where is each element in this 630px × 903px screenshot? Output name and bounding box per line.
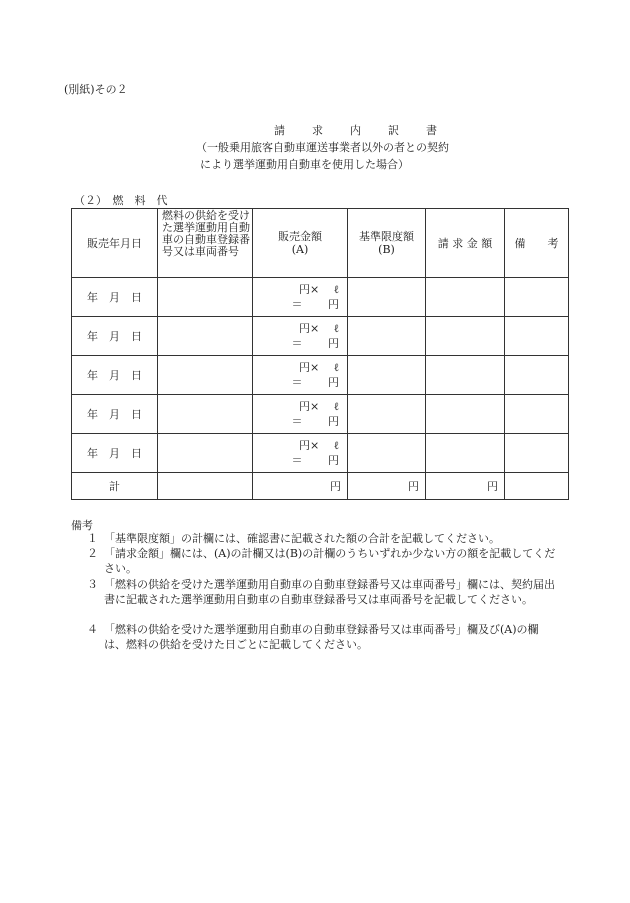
note-item <box>87 546 557 576</box>
note-number: １ <box>87 532 98 545</box>
row-claim-cell <box>426 317 505 356</box>
header-vehicle: 燃料の供給を受けた選挙運動用自動車の自動車登録番号又は車両番号 <box>158 209 253 278</box>
row-amount-line2: ＝ 円 <box>291 376 339 389</box>
row-limit-cell <box>348 395 426 434</box>
row-remarks-cell <box>505 356 569 395</box>
row-amount <box>253 278 348 317</box>
total-row <box>72 473 569 500</box>
row-limit-cell <box>348 434 426 473</box>
row-amount <box>253 317 348 356</box>
note-item <box>87 577 557 607</box>
row-amount-line2: ＝ 円 <box>291 298 339 311</box>
subtitle-line-2: により選挙運動用自動車を使用した場合） <box>200 158 409 171</box>
row-claim-cell <box>426 395 505 434</box>
note-text: 「燃料の供給を受けた選挙運動用自動車の自動車登録番号又は車両番号」欄及び(A)の欄は、燃料の供給を受けた日ごとに記載してください。 <box>104 623 539 651</box>
row-date: 年 月 日 <box>72 278 158 317</box>
appendix-label: (別紙)その２ <box>64 83 128 96</box>
row-vehicle-cell <box>158 356 253 395</box>
header-claim: 請 求 金 額 <box>426 209 505 278</box>
row-amount-line1: 円× ℓ <box>299 322 339 335</box>
total-limit: 円 <box>348 473 426 500</box>
header-remarks: 備 考 <box>505 209 569 278</box>
fuel-cost-table <box>71 208 569 500</box>
section-heading: （２） 燃 料 代 <box>74 194 168 207</box>
header-row <box>72 209 569 278</box>
note-text: 「燃料の供給を受けた選挙運動用自動車の自動車登録番号又は車両番号」欄には、契約届出書に記載された選挙運動用自動車の自動車登録番号又は車両番号を記載してください。 <box>104 578 555 606</box>
total-amount: 円 <box>253 473 348 500</box>
row-vehicle-cell <box>158 434 253 473</box>
row-amount-line2: ＝ 円 <box>291 337 339 350</box>
row-date: 年 月 日 <box>72 434 158 473</box>
table-row <box>72 317 569 356</box>
row-date: 年 月 日 <box>72 395 158 434</box>
row-remarks-cell <box>505 395 569 434</box>
row-amount <box>253 395 348 434</box>
note-text: 「基準限度額」の計欄には、確認書に記載された額の合計を記載してください。 <box>104 532 500 545</box>
total-remarks-cell <box>505 473 569 500</box>
row-amount <box>253 356 348 395</box>
note-number: ２ <box>87 547 98 560</box>
row-claim-cell <box>426 278 505 317</box>
table-row <box>72 278 569 317</box>
document-title: 請 求 内 訳 書 <box>274 124 445 137</box>
row-amount-line1: 円× ℓ <box>299 283 339 296</box>
row-amount-line1: 円× ℓ <box>299 361 339 374</box>
row-date: 年 月 日 <box>72 317 158 356</box>
header-limit <box>348 209 426 278</box>
row-remarks-cell <box>505 434 569 473</box>
notes-heading: 備考 <box>71 519 93 532</box>
row-remarks-cell <box>505 317 569 356</box>
row-amount-line2: ＝ 円 <box>291 454 339 467</box>
note-item <box>87 531 557 546</box>
note-number: ４ <box>87 623 98 636</box>
row-limit-cell <box>348 356 426 395</box>
note-text: 「請求金額」欄には、(A)の計欄又は(B)の計欄のうちいずれか少ない方の額を記載してください。 <box>104 547 556 575</box>
row-vehicle-cell <box>158 278 253 317</box>
row-amount-line1: 円× ℓ <box>299 439 339 452</box>
row-amount-line1: 円× ℓ <box>299 400 339 413</box>
total-label: 計 <box>72 473 158 500</box>
row-claim-cell <box>426 434 505 473</box>
row-vehicle-cell <box>158 395 253 434</box>
row-amount-line2: ＝ 円 <box>291 415 339 428</box>
row-claim-cell <box>426 356 505 395</box>
row-limit-cell <box>348 278 426 317</box>
row-limit-cell <box>348 317 426 356</box>
total-claim: 円 <box>426 473 505 500</box>
header-date: 販売年月日 <box>72 209 158 278</box>
total-vehicle-cell <box>158 473 253 500</box>
row-vehicle-cell <box>158 317 253 356</box>
note-item <box>87 622 557 652</box>
header-sales-amount <box>253 209 348 278</box>
row-amount <box>253 434 348 473</box>
header-limit-label: 基準限度額 <box>359 230 414 243</box>
row-remarks-cell <box>505 278 569 317</box>
header-sales-amount-sub: (A) <box>291 243 309 256</box>
note-number: ３ <box>87 578 98 591</box>
row-date: 年 月 日 <box>72 356 158 395</box>
table-row <box>72 356 569 395</box>
subtitle-line-1: （一般乗用旅客自動車運送事業者以外の者との契約 <box>196 141 449 154</box>
header-limit-sub: (B) <box>378 243 395 256</box>
table-row <box>72 395 569 434</box>
header-sales-amount-label: 販売金額 <box>278 230 322 243</box>
table-row <box>72 434 569 473</box>
